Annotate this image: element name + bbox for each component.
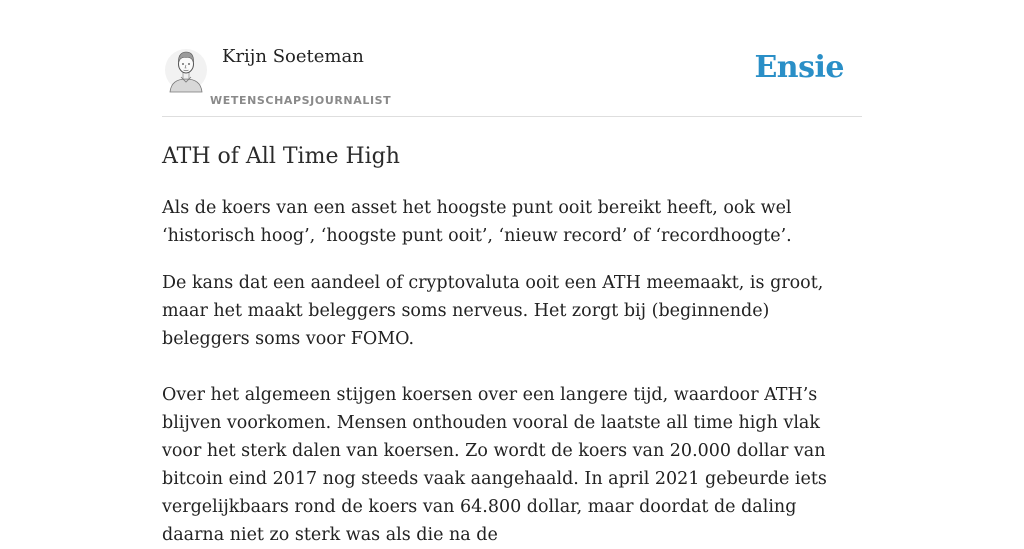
definition-card xyxy=(162,0,862,549)
author-header xyxy=(162,0,862,117)
article-paragraph: Over het algemeen stijgen koersen over een langere tijd, waardoor ATH’s blijven voorkomen. Mensen onthouden vooral de laatste all time high vlak voor het sterk dalen van koersen. Zo wordt de koers van 20.000 dollar van bitcoin eind 2017 nog steeds vaak aangehaald. In april 2021 gebeurde iets vergelijkbaars rond de koers van 64.800 dollar, maar doordat de daling daarna niet zo sterk was als die na de xyxy=(162,385,827,545)
author-avatar-icon[interactable] xyxy=(164,48,208,92)
author-role: WETENSCHAPSJOURNALIST xyxy=(210,94,392,107)
author-name[interactable]: Krijn Soeteman xyxy=(222,46,364,67)
article-paragraph: Als de koers van een asset het hoogste punt ooit bereikt heeft, ook wel ‘historisch hoog’, ‘hoogste punt ooit’, ‘nieuw record’ of ‘recordhoogte’. xyxy=(162,198,792,246)
article-paragraph: De kans dat een aandeel of cryptovaluta ooit een ATH meemaakt, is groot, maar het maakt beleggers soms nerveus. Het zorgt bij (beginnende) beleggers soms voor FOMO. xyxy=(162,273,824,349)
ensie-logo[interactable]: Ensie xyxy=(754,50,844,85)
article-title: ATH of All Time High xyxy=(162,144,400,169)
article-content xyxy=(162,143,862,549)
